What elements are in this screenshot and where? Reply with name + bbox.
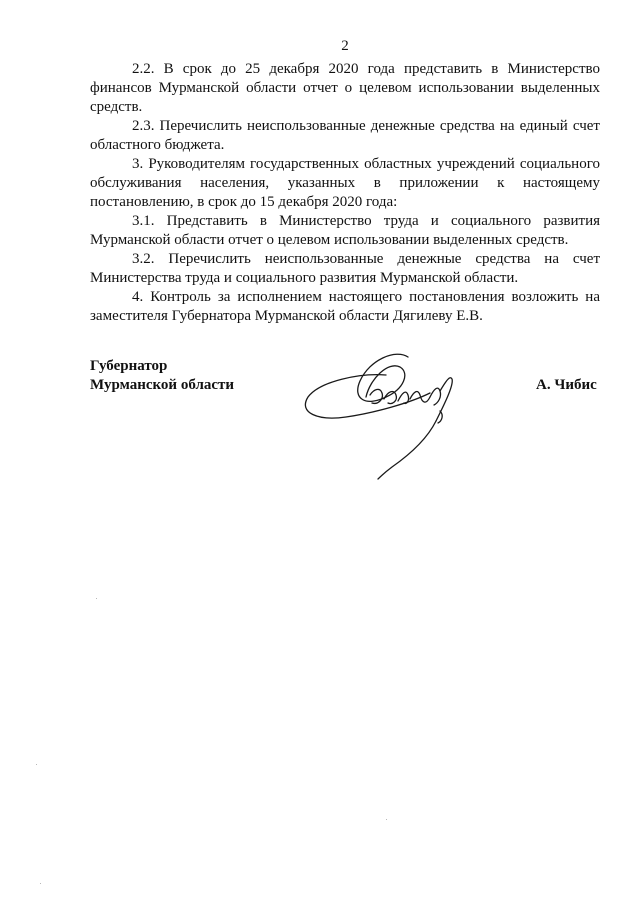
scan-speck <box>40 883 41 884</box>
handwritten-signature <box>300 345 490 485</box>
paragraph-2-2: 2.2. В срок до 25 декабря 2020 года представить в Министерство финансов Мурманской области отчет о целевом использовании выделенных средств. <box>90 61 600 115</box>
signatory-name: А. Чибис <box>536 377 597 393</box>
paragraph-2-3: 2.3. Перечислить неиспользованные денежные средства на единый счет областного бюджета. <box>90 118 600 153</box>
scan-speck <box>36 764 37 765</box>
signatory-title <box>90 357 234 395</box>
document-body <box>90 60 600 326</box>
scan-speck <box>386 819 387 820</box>
paragraph-3: 3. Руководителям государственных областных учреждений социального обслуживания населения, указанных в приложении к настоящему постановлению, в срок до 15 декабря 2020 года: <box>90 156 600 210</box>
paragraph-4: 4. Контроль за исполнением настоящего постановления возложить на заместителя Губернатора Мурманской области Дягилеву Е.В. <box>90 289 600 324</box>
paragraph-3-1: 3.1. Представить в Министерство труда и социального развития Мурманской области отчет о целевом использовании выделенных средств. <box>90 213 600 248</box>
page-number: 2 <box>341 38 349 54</box>
scan-speck <box>96 598 97 599</box>
signatory-title-line1: Губернатор <box>90 358 168 374</box>
paragraph-3-2: 3.2. Перечислить неиспользованные денежные средства на счет Министерства труда и социального развития Мурманской области. <box>90 251 600 286</box>
signatory-title-line2: Мурманской области <box>90 377 235 393</box>
